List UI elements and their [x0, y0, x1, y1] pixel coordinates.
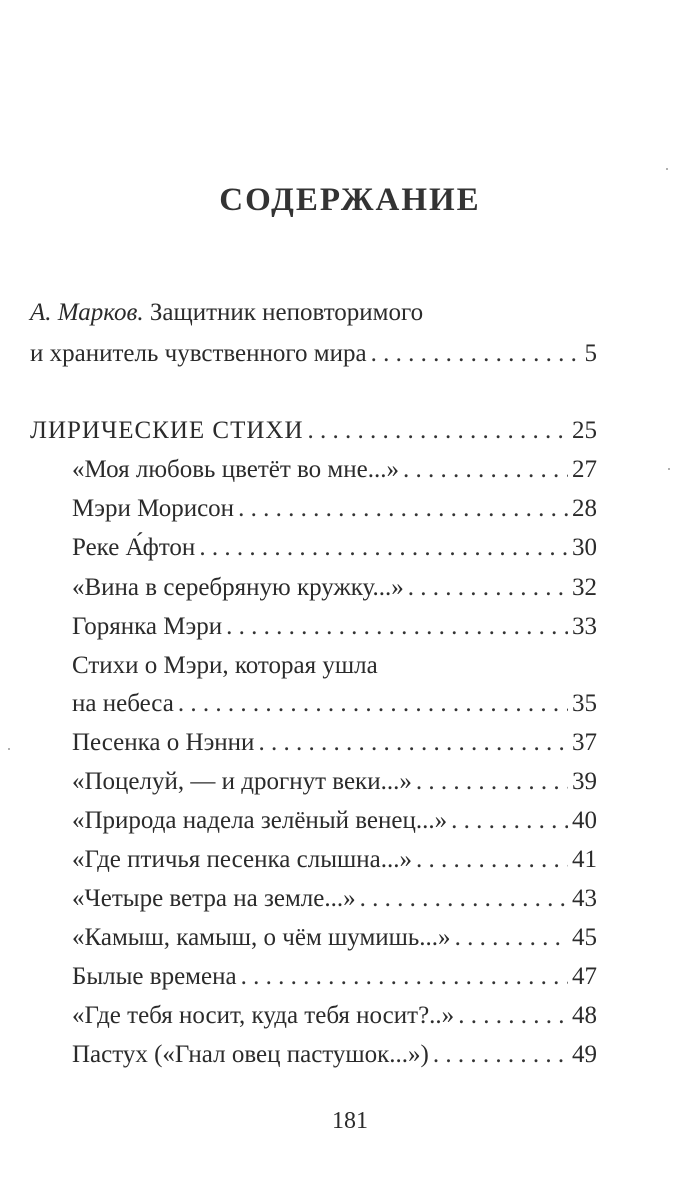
- toc-entry-title: «Моя любовь цветёт во мне...»: [72, 456, 399, 483]
- toc-entry-page: 48: [572, 1002, 597, 1029]
- toc-entry: [72, 920, 597, 956]
- dot-leader: [241, 959, 568, 995]
- toc-entry: [72, 842, 597, 878]
- toc-entry-page: 35: [572, 690, 597, 717]
- toc-entry: [72, 1037, 597, 1073]
- dot-leader: [433, 1037, 568, 1073]
- toc-entry-title: Реке А́фтон: [72, 534, 196, 561]
- toc-entry-title: «Камыш, камыш, о чём шумишь...»: [72, 924, 451, 951]
- toc-entry-page: 30: [572, 534, 597, 561]
- toc-entry-page: 41: [572, 846, 597, 873]
- intro-entry-line1: [30, 295, 630, 331]
- contents-heading: СОДЕРЖАНИЕ: [219, 182, 481, 218]
- toc-entry: [72, 764, 597, 800]
- toc-entry-page: 37: [572, 729, 597, 756]
- toc-entry: [72, 998, 597, 1034]
- dot-leader: [178, 686, 568, 722]
- intro-author: А. Марков.: [30, 299, 144, 326]
- dot-leader: [371, 336, 581, 372]
- toc-entry: [72, 686, 597, 722]
- section-entry: [30, 413, 597, 449]
- toc-entry-page: 43: [572, 885, 597, 912]
- toc-entry-title: «Поцелуй, — и дрогнут веки...»: [72, 768, 412, 795]
- section-title: ЛИРИЧЕСКИЕ СТИХИ: [30, 417, 304, 444]
- intro-entry-line2: [30, 336, 597, 372]
- toc-entry-page: 40: [572, 807, 597, 834]
- dot-leader: [403, 452, 568, 488]
- dot-leader: [238, 491, 568, 527]
- dot-leader: [451, 803, 568, 839]
- toc-entry: [72, 452, 597, 488]
- toc-entry-page: 39: [572, 768, 597, 795]
- toc-entry-page: 27: [572, 456, 597, 483]
- dot-leader: [199, 530, 568, 566]
- toc-entry-title: Горянка Мэри: [72, 613, 223, 640]
- toc-entry-title: «Где тебя носит, куда тебя носит?..»: [72, 1002, 455, 1029]
- dot-leader: [416, 764, 568, 800]
- section-page-number: 25: [572, 417, 597, 444]
- intro-title-line2: и хранитель чувственного мира: [30, 340, 367, 367]
- toc-entry-page: 28: [572, 495, 597, 522]
- toc-entry: [72, 959, 597, 995]
- toc-entry-page: 45: [572, 924, 597, 951]
- dot-leader: [258, 725, 568, 761]
- toc-entry-title: Мэри Морисон: [72, 495, 235, 522]
- toc-entry-title: Стихи о Мэри, которая ушла: [72, 652, 378, 679]
- dot-leader: [458, 998, 568, 1034]
- toc-entry: [72, 725, 597, 761]
- toc-entry-title: Песенка о Нэнни: [72, 729, 255, 756]
- toc-entry: [72, 881, 597, 917]
- paper-speck: [666, 168, 668, 170]
- dot-leader: [408, 570, 568, 606]
- toc-entry-title: Былые времена: [72, 963, 237, 990]
- toc-entry-page: 47: [572, 963, 597, 990]
- paper-speck: [668, 468, 670, 470]
- dot-leader: [416, 842, 568, 878]
- toc-entry: [72, 491, 597, 527]
- paper-speck: [8, 748, 10, 750]
- page-number-folio: 181: [332, 1108, 368, 1134]
- toc-entry-title: «Четыре ветра на земле...»: [72, 885, 356, 912]
- toc-entry-title: «Природа надела зелёный венец...»: [72, 807, 448, 834]
- toc-entry: [72, 570, 597, 606]
- intro-page-number: 5: [584, 340, 597, 367]
- dot-leader: [360, 881, 568, 917]
- intro-title-line1: Защитник неповторимого: [143, 299, 424, 326]
- toc-entry-title: «Где птичья песенка слышна...»: [72, 846, 412, 873]
- dot-leader: [455, 920, 568, 956]
- toc-entry: [72, 530, 597, 566]
- toc-entry-page: 32: [572, 574, 597, 601]
- toc-entry-title: «Вина в серебряную кружку...»: [72, 574, 404, 601]
- dot-leader: [308, 413, 568, 449]
- toc-entry-line1: [72, 648, 597, 684]
- toc-entry: [72, 803, 597, 839]
- toc-entry-page: 49: [572, 1041, 597, 1068]
- toc-entry-title-cont: на небеса: [72, 690, 174, 717]
- toc-entry: [72, 609, 597, 645]
- dot-leader: [226, 609, 568, 645]
- toc-entry-page: 33: [572, 613, 597, 640]
- toc-entry-title: Пастух («Гнал овец пастушок...»): [72, 1041, 429, 1068]
